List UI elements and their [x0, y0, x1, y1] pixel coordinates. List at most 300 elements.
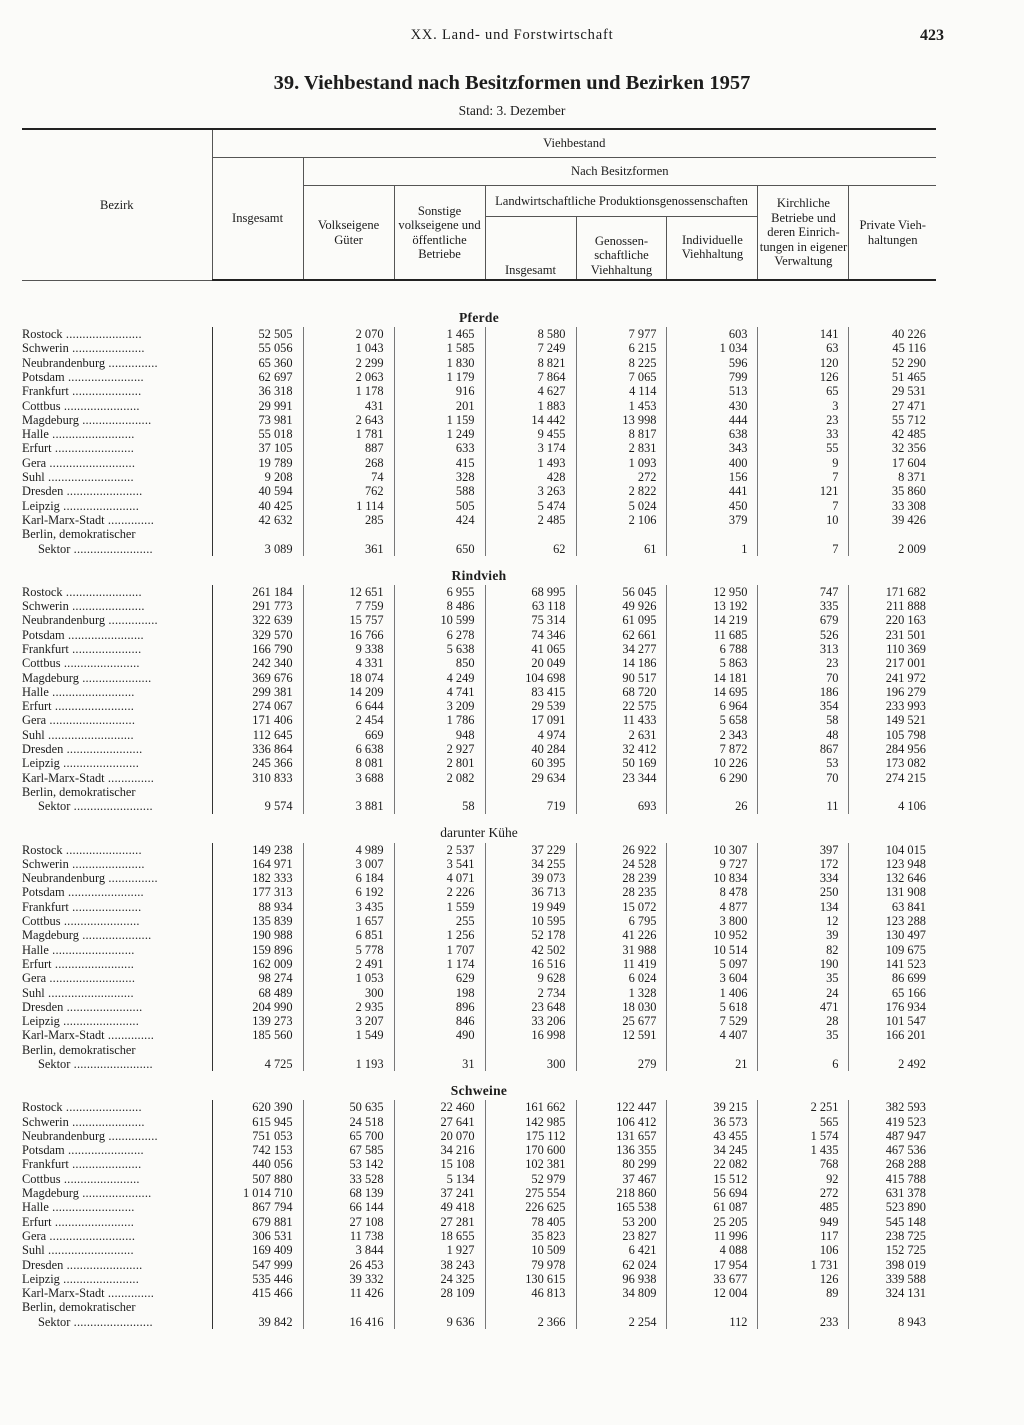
value-cell: 3 207	[303, 1014, 394, 1028]
value-cell: 261 184	[212, 585, 303, 599]
value-cell: 29 991	[212, 398, 303, 412]
value-cell: 2 343	[667, 728, 758, 742]
leader-dots: ..........................	[44, 727, 134, 742]
value-cell: 430	[667, 398, 758, 412]
value-cell: 9 208	[212, 470, 303, 484]
value-cell: 102 381	[485, 1157, 576, 1171]
bezirk-name: Erfurt	[22, 699, 52, 714]
value-cell: 513	[667, 384, 758, 398]
bezirk-name: Berlin, demokratischer	[22, 1042, 136, 1057]
value-cell: 62 697	[212, 370, 303, 384]
value-cell: 130 497	[849, 928, 936, 942]
value-cell: 1 453	[576, 398, 667, 412]
value-cell: 88 934	[212, 900, 303, 914]
value-cell: 18 030	[576, 1000, 667, 1014]
bezirk-cell	[22, 885, 212, 899]
value-cell: 1 328	[576, 985, 667, 999]
value-cell: 285	[303, 513, 394, 527]
table-row	[22, 1157, 936, 1171]
bezirk-cell	[22, 671, 212, 685]
value-cell: 272	[758, 1186, 849, 1200]
leader-dots: .....................	[68, 641, 142, 656]
bezirk-name: Rostock	[22, 1100, 63, 1115]
value-cell: 1 585	[394, 341, 485, 355]
leader-dots: ......................	[68, 856, 145, 871]
value-cell: 15 512	[667, 1172, 758, 1186]
table-row	[22, 985, 936, 999]
value-cell: 28 109	[394, 1286, 485, 1300]
value-cell: 152 725	[849, 1243, 936, 1257]
value-cell: 24 325	[394, 1272, 485, 1286]
table-row	[22, 413, 936, 427]
value-cell: 20 049	[485, 656, 576, 670]
leader-dots: .......................	[60, 1171, 140, 1186]
bezirk-name: Karl-Marx-Stadt	[22, 1028, 105, 1043]
value-cell: 36 318	[212, 384, 303, 398]
value-cell: 444	[667, 413, 758, 427]
value-cell: 173 082	[849, 756, 936, 770]
value-cell: 1 465	[394, 327, 485, 341]
value-cell: 23 827	[576, 1229, 667, 1243]
empty-cell	[758, 527, 849, 541]
value-cell: 306 531	[212, 1229, 303, 1243]
table-row	[22, 713, 936, 727]
value-cell: 55 712	[849, 413, 936, 427]
bezirk-name: Suhl	[22, 985, 45, 1000]
value-cell: 141	[758, 327, 849, 341]
value-cell: 487 947	[849, 1129, 936, 1143]
value-cell: 34 255	[485, 857, 576, 871]
value-cell: 40 594	[212, 484, 303, 498]
value-cell: 65	[758, 384, 849, 398]
value-cell: 679 881	[212, 1215, 303, 1229]
empty-cell	[212, 1043, 303, 1057]
value-cell: 52 979	[485, 1172, 576, 1186]
leader-dots: ..........................	[46, 713, 136, 728]
empty-cell	[394, 1043, 485, 1057]
running-head	[0, 27, 1024, 49]
value-cell: 1 159	[394, 413, 485, 427]
value-cell: 4 741	[394, 685, 485, 699]
value-cell: 40 284	[485, 742, 576, 756]
value-cell: 268	[303, 456, 394, 470]
value-cell: 629	[394, 971, 485, 985]
empty-cell	[576, 1043, 667, 1057]
value-cell: 887	[303, 441, 394, 455]
leader-dots: ..........................	[44, 470, 134, 485]
value-cell: 4 407	[667, 1028, 758, 1042]
value-cell: 149 238	[212, 843, 303, 857]
table-row	[22, 871, 936, 885]
value-cell: 134	[758, 900, 849, 914]
empty-cell	[667, 785, 758, 799]
leader-dots: ...............	[105, 1128, 158, 1143]
empty-cell	[303, 785, 394, 799]
value-cell: 1 114	[303, 499, 394, 513]
value-cell: 63 118	[485, 599, 576, 613]
value-cell: 565	[758, 1115, 849, 1129]
section-heading: Pferde	[458, 309, 500, 325]
value-cell: 3 541	[394, 857, 485, 871]
value-cell: 11 419	[576, 957, 667, 971]
leader-dots: ...............	[105, 871, 158, 886]
bezirk-cell	[22, 585, 212, 599]
leader-dots: .......................	[64, 1143, 144, 1158]
value-cell: 40 425	[212, 499, 303, 513]
leader-dots: .........................	[48, 1200, 135, 1215]
value-cell: 22 082	[667, 1157, 758, 1171]
value-cell: 424	[394, 513, 485, 527]
value-cell: 272	[576, 470, 667, 484]
section-heading-row	[22, 556, 936, 585]
leader-dots: ........................	[51, 441, 135, 456]
value-cell: 7 065	[576, 370, 667, 384]
value-cell: 39 332	[303, 1272, 394, 1286]
header-insgesamt: Insgesamt	[212, 158, 303, 281]
chapter-title: XX. Land- und Forstwirtschaft	[410, 27, 614, 43]
value-cell: 65 166	[849, 985, 936, 999]
value-cell: 1 657	[303, 914, 394, 928]
value-cell: 471	[758, 1000, 849, 1014]
value-cell: 1 830	[394, 356, 485, 370]
value-cell: 2 631	[576, 728, 667, 742]
value-cell: 56 694	[667, 1186, 758, 1200]
value-cell: 67 585	[303, 1143, 394, 1157]
value-cell: 1 034	[667, 341, 758, 355]
value-cell: 79 978	[485, 1258, 576, 1272]
livestock-table	[22, 128, 936, 1329]
value-cell: 6 278	[394, 628, 485, 642]
value-cell: 170 600	[485, 1143, 576, 1157]
value-cell: 1 883	[485, 398, 576, 412]
value-cell: 182 333	[212, 871, 303, 885]
value-cell: 334	[758, 871, 849, 885]
bezirk-name: Erfurt	[22, 956, 52, 971]
value-cell: 63 841	[849, 900, 936, 914]
value-cell: 3 435	[303, 900, 394, 914]
value-cell: 10 952	[667, 928, 758, 942]
value-cell: 2 801	[394, 756, 485, 770]
value-cell: 547 999	[212, 1258, 303, 1272]
leader-dots: .......................	[59, 498, 139, 513]
table-title: 39. Viehbestand nach Besitzformen und Bezirken 1957	[273, 72, 751, 94]
bezirk-name: Frankfurt	[22, 1157, 69, 1172]
bezirk-cell	[22, 341, 212, 355]
value-cell: 9 727	[667, 857, 758, 871]
bezirk-cell	[22, 985, 212, 999]
value-cell: 10 509	[485, 1243, 576, 1257]
value-cell: 19 789	[212, 456, 303, 470]
value-cell: 48	[758, 728, 849, 742]
value-cell: 5 024	[576, 499, 667, 513]
value-cell: 106 412	[576, 1115, 667, 1129]
value-cell: 9 628	[485, 971, 576, 985]
value-cell: 23 344	[576, 771, 667, 785]
value-cell: 186	[758, 685, 849, 699]
value-cell: 2 226	[394, 885, 485, 899]
value-cell: 68 720	[576, 685, 667, 699]
value-cell: 693	[576, 799, 667, 813]
value-cell: 485	[758, 1200, 849, 1214]
table-row	[22, 1229, 936, 1243]
bezirk-name: Berlin, demokratischer	[22, 1300, 136, 1315]
value-cell: 61 087	[667, 1200, 758, 1214]
bezirk-cell	[22, 742, 212, 756]
value-cell: 1 014 710	[212, 1186, 303, 1200]
value-cell: 18 074	[303, 671, 394, 685]
value-cell: 58	[758, 713, 849, 727]
empty-cell	[667, 1043, 758, 1057]
value-cell: 3 604	[667, 971, 758, 985]
value-cell: 5 097	[667, 957, 758, 971]
leader-dots: ..............	[104, 1286, 155, 1301]
empty-cell	[667, 1300, 758, 1314]
value-cell: 196 279	[849, 685, 936, 699]
value-cell: 136 355	[576, 1143, 667, 1157]
value-cell: 132 646	[849, 871, 936, 885]
bezirk-name: Berlin, demokratischer	[22, 784, 136, 799]
value-cell: 400	[667, 456, 758, 470]
bezirk-cell	[22, 1000, 212, 1014]
bezirk-cell	[22, 1115, 212, 1129]
header-bezirk: Bezirk	[22, 129, 212, 280]
section-heading: darunter Kühe	[440, 825, 518, 841]
value-cell: 896	[394, 1000, 485, 1014]
bezirk-name: Erfurt	[22, 441, 52, 456]
table-row	[22, 499, 936, 513]
bezirk-cell	[22, 1143, 212, 1157]
leader-dots: .....................	[68, 384, 142, 399]
value-cell: 4 088	[667, 1243, 758, 1257]
value-cell: 3 800	[667, 914, 758, 928]
value-cell: 25 205	[667, 1215, 758, 1229]
value-cell: 32 412	[576, 742, 667, 756]
value-cell: 27 108	[303, 1215, 394, 1229]
value-cell: 7 977	[576, 327, 667, 341]
value-cell: 24 528	[576, 857, 667, 871]
bezirk-name: Karl-Marx-Stadt	[22, 770, 105, 785]
bezirk-cell	[22, 398, 212, 412]
value-cell: 505	[394, 499, 485, 513]
table-row	[22, 756, 936, 770]
value-cell: 63	[758, 341, 849, 355]
leader-dots: ......................	[68, 341, 145, 356]
value-cell: 949	[758, 1215, 849, 1229]
value-cell: 545 148	[849, 1215, 936, 1229]
bezirk-name: Leipzig	[22, 756, 60, 771]
value-cell: 172	[758, 857, 849, 871]
value-cell: 29 531	[849, 384, 936, 398]
table-row	[22, 398, 936, 412]
value-cell: 6 795	[576, 914, 667, 928]
leader-dots: .......................	[63, 742, 143, 757]
table-row	[22, 1100, 936, 1114]
empty-cell	[485, 785, 576, 799]
leader-dots: ...............	[105, 355, 158, 370]
value-cell: 27 281	[394, 1215, 485, 1229]
bezirk-name: Leipzig	[22, 1014, 60, 1029]
section-heading-row	[22, 814, 936, 843]
value-cell: 1 174	[394, 957, 485, 971]
value-cell: 34 809	[576, 1286, 667, 1300]
leader-dots: ..........................	[44, 1243, 134, 1258]
bezirk-cell	[22, 957, 212, 971]
table-row	[22, 327, 936, 341]
value-cell: 27 641	[394, 1115, 485, 1129]
bezirk-cell	[22, 327, 212, 341]
value-cell: 226 625	[485, 1200, 576, 1214]
bezirk-name: Halle	[22, 942, 49, 957]
value-cell: 169 409	[212, 1243, 303, 1257]
value-cell: 523 890	[849, 1200, 936, 1214]
bezirk-cell	[22, 1215, 212, 1229]
empty-cell	[303, 1300, 394, 1314]
value-cell: 23	[758, 656, 849, 670]
value-cell: 39 073	[485, 871, 576, 885]
value-cell: 171 406	[212, 713, 303, 727]
value-cell: 37 467	[576, 1172, 667, 1186]
value-cell: 53	[758, 756, 849, 770]
bezirk-cell	[22, 513, 212, 527]
value-cell: 8 943	[849, 1315, 936, 1329]
table-row	[22, 484, 936, 498]
value-cell: 2 831	[576, 441, 667, 455]
table-row	[22, 541, 936, 555]
value-cell: 1 179	[394, 370, 485, 384]
value-cell: 74	[303, 470, 394, 484]
value-cell: 3 174	[485, 441, 576, 455]
value-cell: 89	[758, 1286, 849, 1300]
value-cell: 669	[303, 728, 394, 742]
value-cell: 948	[394, 728, 485, 742]
value-cell: 16 516	[485, 957, 576, 971]
bezirk-cell	[22, 1129, 212, 1143]
table-row	[22, 785, 936, 799]
value-cell: 9 574	[212, 799, 303, 813]
value-cell: 42 632	[212, 513, 303, 527]
value-cell: 3 089	[212, 541, 303, 555]
table-row	[22, 341, 936, 355]
value-cell: 343	[667, 441, 758, 455]
bezirk-cell	[22, 413, 212, 427]
value-cell: 32 356	[849, 441, 936, 455]
bezirk-name: Schwerin	[22, 599, 69, 614]
value-cell: 142 985	[485, 1115, 576, 1129]
value-cell: 83 415	[485, 685, 576, 699]
bezirk-cell	[22, 900, 212, 914]
leader-dots: ..........................	[46, 1228, 136, 1243]
leader-dots: .......................	[60, 398, 140, 413]
value-cell: 9	[758, 456, 849, 470]
value-cell: 33 528	[303, 1172, 394, 1186]
value-cell: 242 340	[212, 656, 303, 670]
value-cell: 1 574	[758, 1129, 849, 1143]
value-cell: 42 502	[485, 943, 576, 957]
leader-dots: ........................	[51, 956, 135, 971]
table-row	[22, 656, 936, 670]
value-cell: 34 277	[576, 642, 667, 656]
table-row	[22, 685, 936, 699]
leader-dots: ......................	[68, 599, 145, 614]
empty-cell	[667, 527, 758, 541]
header-lpg-insgesamt: Insgesamt	[485, 217, 576, 281]
value-cell: 13 192	[667, 599, 758, 613]
value-cell: 2 643	[303, 413, 394, 427]
value-cell: 130 615	[485, 1272, 576, 1286]
page-number: 423	[920, 27, 944, 44]
value-cell: 101 547	[849, 1014, 936, 1028]
bezirk-name: Leipzig	[22, 1271, 60, 1286]
value-cell: 4 249	[394, 671, 485, 685]
value-cell: 867	[758, 742, 849, 756]
value-cell: 166 201	[849, 1028, 936, 1042]
bezirk-name: Frankfurt	[22, 899, 69, 914]
value-cell: 231 501	[849, 628, 936, 642]
section-heading-row	[22, 280, 936, 327]
value-cell: 324 131	[849, 1286, 936, 1300]
value-cell: 50 169	[576, 756, 667, 770]
empty-cell	[212, 785, 303, 799]
bezirk-cell	[22, 799, 212, 813]
bezirk-cell	[22, 599, 212, 613]
bezirk-cell	[22, 871, 212, 885]
value-cell: 1 249	[394, 427, 485, 441]
bezirk-name: Suhl	[22, 1243, 45, 1258]
value-cell: 751 053	[212, 1129, 303, 1143]
leader-dots: ..............	[104, 770, 155, 785]
value-cell: 175 112	[485, 1129, 576, 1143]
value-cell: 165 538	[576, 1200, 667, 1214]
value-cell: 799	[667, 370, 758, 384]
value-cell: 596	[667, 356, 758, 370]
bezirk-cell	[22, 843, 212, 857]
value-cell: 11 426	[303, 1286, 394, 1300]
value-cell: 7 529	[667, 1014, 758, 1028]
value-cell: 14 186	[576, 656, 667, 670]
value-cell: 28 239	[576, 871, 667, 885]
value-cell: 762	[303, 484, 394, 498]
value-cell: 335	[758, 599, 849, 613]
value-cell: 68 995	[485, 585, 576, 599]
value-cell: 12	[758, 914, 849, 928]
value-cell: 8 081	[303, 756, 394, 770]
bezirk-name: Magdeburg	[22, 1186, 79, 1201]
value-cell: 1 731	[758, 1258, 849, 1272]
leader-dots: ..........................	[46, 971, 136, 986]
empty-cell	[394, 785, 485, 799]
value-cell: 112 645	[212, 728, 303, 742]
value-cell: 164 971	[212, 857, 303, 871]
bezirk-name: Erfurt	[22, 1214, 52, 1229]
value-cell: 431	[303, 398, 394, 412]
leader-dots: ..........................	[44, 985, 134, 1000]
section-heading-row	[22, 1071, 936, 1100]
value-cell: 8 486	[394, 599, 485, 613]
bezirk-name: Gera	[22, 971, 47, 986]
value-cell: 21	[667, 1057, 758, 1071]
value-cell: 28	[758, 1014, 849, 1028]
section-heading: Rindvieh	[451, 567, 507, 583]
value-cell: 10 834	[667, 871, 758, 885]
bezirk-cell	[22, 456, 212, 470]
value-cell: 120	[758, 356, 849, 370]
value-cell: 62 661	[576, 628, 667, 642]
bezirk-name: Neubrandenburg	[22, 871, 106, 886]
value-cell: 14 442	[485, 413, 576, 427]
value-cell: 1 435	[758, 1143, 849, 1157]
empty-cell	[485, 527, 576, 541]
value-cell: 679	[758, 613, 849, 627]
